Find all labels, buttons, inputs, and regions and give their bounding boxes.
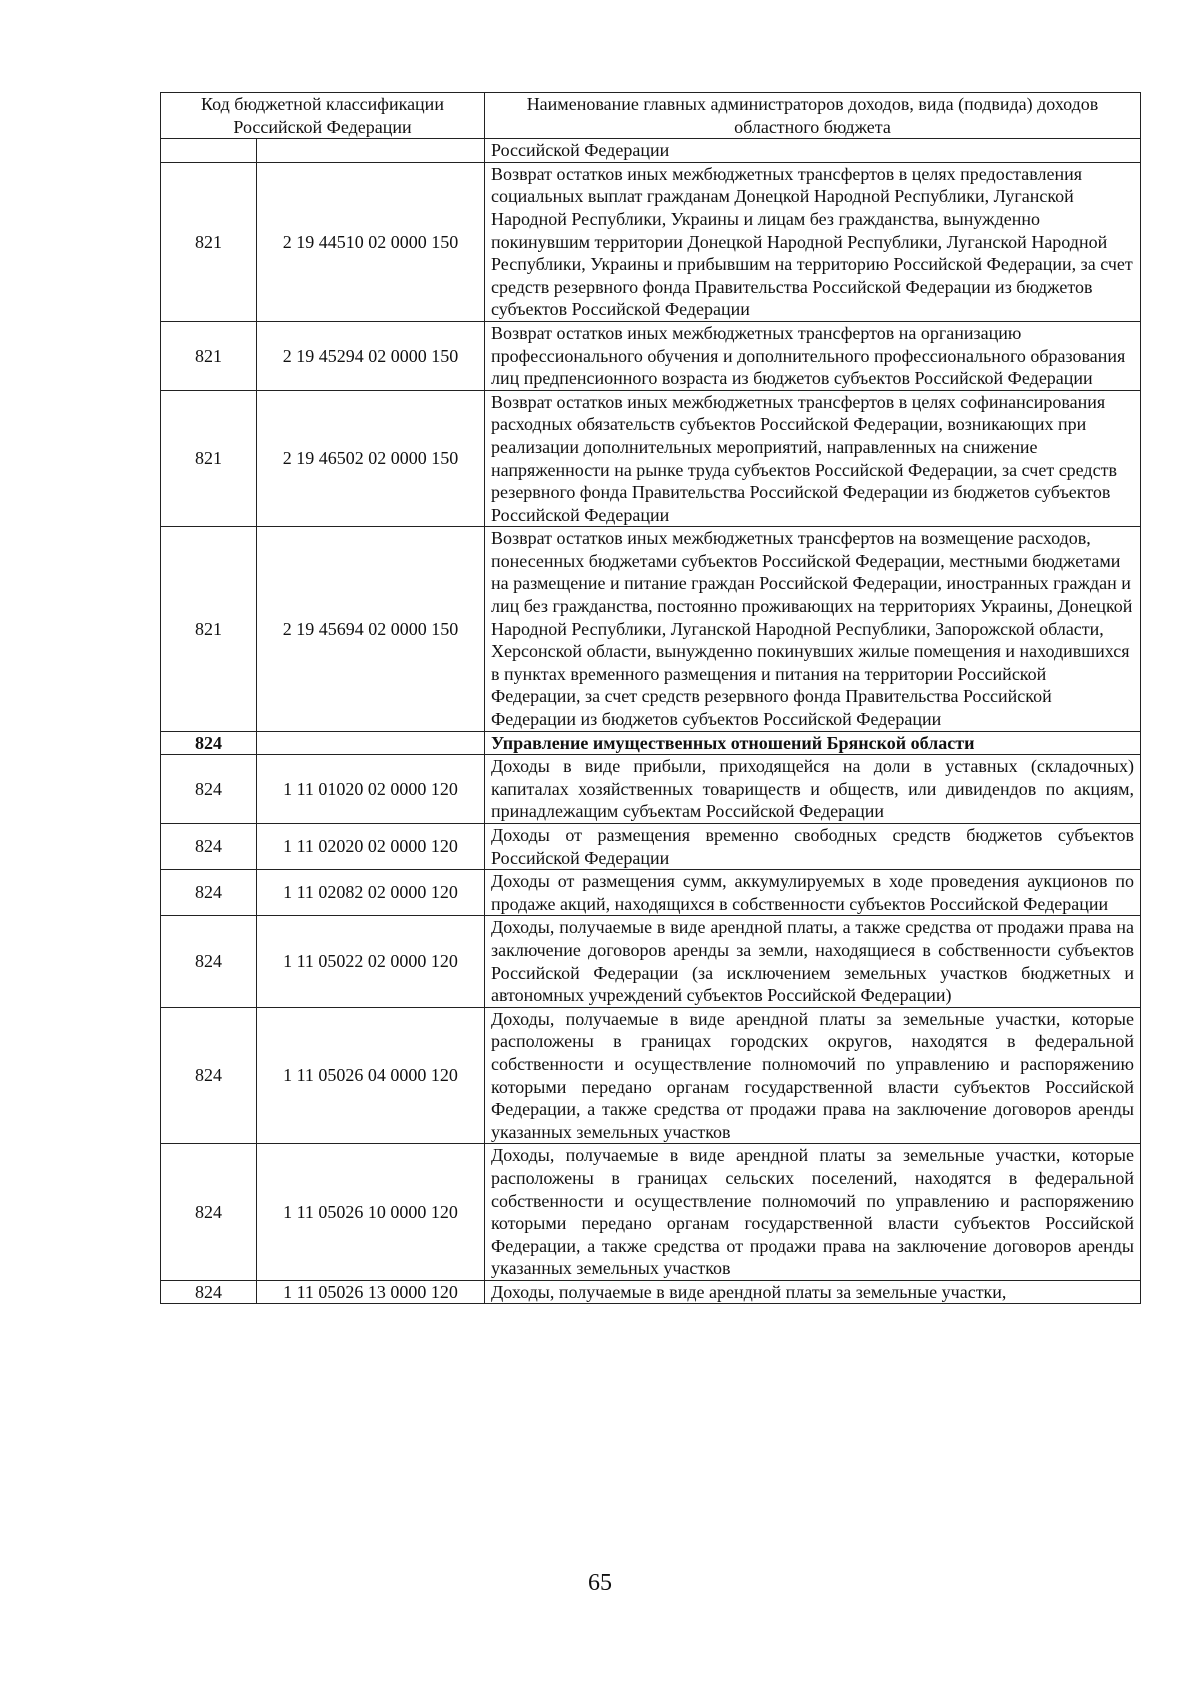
cell-budget-code: 1 11 01020 02 0000 120 (257, 755, 485, 824)
cell-income-name: Доходы от размещения временно свободных средств бюджетов субъектов Российской Федерации (485, 824, 1141, 870)
cell-income-name: Возврат остатков иных межбюджетных трансфертов в целях предоставления социальных выплат гражданам Донецкой Народной Республики, Луганской Народной Республики, Украины и лицам без гражданства, вынужденно покинувшим территории Донецкой Народной Республики, Луганской Народной Республики, Украины и прибывшим на территорию Российской Федерации, за счет средств резервного фонда Правительства Российской Федерации из бюджетов субъектов Российской Федерации (485, 162, 1141, 321)
cell-budget-code: 2 19 45694 02 0000 150 (257, 527, 485, 731)
table-row (161, 755, 1141, 824)
table-row (161, 1007, 1141, 1144)
cell-admin-code: 824 (161, 870, 257, 916)
cell-income-name: Доходы, получаемые в виде арендной платы за земельные участки, (485, 1280, 1141, 1304)
cell-budget-code: 1 11 05026 13 0000 120 (257, 1280, 485, 1304)
cell-income-name: Возврат остатков иных межбюджетных трансфертов на возмещение расходов, понесенных бюджетами субъектов Российской Федерации, местными бюджетами на размещение и питание граждан Российской Федерации, иностранных граждан и лиц без гражданства, постоянно проживающих на территориях Украины, Донецкой Народной Республики, Луганской Народной Республики, Запорожской области, Херсонской области, вынужденно покинувших жилые помещения и находившихся в пунктах временного размещения и питания на территории Российской Федерации, за счет средств резервного фонда Правительства Российской Федерации из бюджетов субъектов Российской Федерации (485, 527, 1141, 731)
cell-budget-code: 1 11 05026 10 0000 120 (257, 1144, 485, 1281)
cell-income-name: Управление имущественных отношений Брянской области (485, 731, 1141, 755)
cell-admin-code: 821 (161, 390, 257, 527)
cell-income-name: Российской Федерации (485, 139, 1141, 163)
header-code: Код бюджетной классификации Российской Федерации (161, 93, 485, 139)
table-row (161, 390, 1141, 527)
cell-income-name: Доходы, получаемые в виде арендной платы за земельные участки, которые расположены в границах городских округов, находятся в федеральной собственности и осуществление полномочий по управлению и распоряжению которыми передано органам государственной власти субъектов Российской Федерации, а также средства от продажи права на заключение договоров аренды указанных земельных участков (485, 1007, 1141, 1144)
cell-budget-code: 1 11 02020 02 0000 120 (257, 824, 485, 870)
cell-admin-code (161, 139, 257, 163)
cell-budget-code (257, 139, 485, 163)
page-number: 65 (588, 1570, 612, 1596)
table-row (161, 162, 1141, 321)
table-body (161, 139, 1141, 1304)
cell-admin-code: 824 (161, 755, 257, 824)
cell-income-name: Доходы от размещения сумм, аккумулируемых в ходе проведения аукционов по продаже акций, находящихся в собственности субъектов Российской Федерации (485, 870, 1141, 916)
cell-admin-code: 821 (161, 162, 257, 321)
cell-budget-code: 2 19 44510 02 0000 150 (257, 162, 485, 321)
table-row (161, 1144, 1141, 1281)
cell-budget-code: 2 19 46502 02 0000 150 (257, 390, 485, 527)
cell-income-name: Доходы в виде прибыли, приходящейся на доли в уставных (складочных) капиталах хозяйственных товариществ и обществ, или дивидендов по акциям, принадлежащим субъектам Российской Федерации (485, 755, 1141, 824)
cell-admin-code: 821 (161, 527, 257, 731)
table-row (161, 824, 1141, 870)
cell-admin-code: 824 (161, 1144, 257, 1281)
table-row (161, 916, 1141, 1007)
table-row (161, 1280, 1141, 1304)
cell-income-name: Доходы, получаемые в виде арендной платы, а также средства от продажи права на заключение договоров аренды за земли, находящиеся в собственности субъектов Российской Федерации (за исключением земельных участков бюджетных и автономных учреждений субъектов Российской Федерации) (485, 916, 1141, 1007)
cell-budget-code: 1 11 05022 02 0000 120 (257, 916, 485, 1007)
cell-budget-code (257, 731, 485, 755)
table-row (161, 139, 1141, 163)
budget-classification-table (160, 92, 1141, 1304)
header-name: Наименование главных администраторов доходов, вида (подвида) доходов областного бюджета (485, 93, 1141, 139)
cell-admin-code: 821 (161, 321, 257, 390)
cell-budget-code: 1 11 02082 02 0000 120 (257, 870, 485, 916)
table-row (161, 870, 1141, 916)
table-row (161, 527, 1141, 731)
cell-admin-code: 824 (161, 1280, 257, 1304)
cell-income-name: Возврат остатков иных межбюджетных трансфертов в целях софинансирования расходных обязательств субъектов Российской Федерации, возникающих при реализации дополнительных мероприятий, направленных на снижение напряженности на рынке труда субъектов Российской Федерации, за счет средств резервного фонда Правительства Российской Федерации из бюджетов субъектов Российской Федерации (485, 390, 1141, 527)
table-row (161, 731, 1141, 755)
table-header-row (161, 93, 1141, 139)
cell-income-name: Доходы, получаемые в виде арендной платы за земельные участки, которые расположены в границах сельских поселений, находятся в федеральной собственности и осуществление полномочий по управлению и распоряжению которыми передано органам государственной власти субъектов Российской Федерации, а также средства от продажи права на заключение договоров аренды указанных земельных участков (485, 1144, 1141, 1281)
cell-budget-code: 2 19 45294 02 0000 150 (257, 321, 485, 390)
cell-income-name: Возврат остатков иных межбюджетных трансфертов на организацию профессионального обучения и дополнительного профессионального образования лиц предпенсионного возраста из бюджетов субъектов Российской Федерации (485, 321, 1141, 390)
cell-admin-code: 824 (161, 824, 257, 870)
table-row (161, 321, 1141, 390)
cell-admin-code: 824 (161, 731, 257, 755)
cell-budget-code: 1 11 05026 04 0000 120 (257, 1007, 485, 1144)
cell-admin-code: 824 (161, 916, 257, 1007)
cell-admin-code: 824 (161, 1007, 257, 1144)
